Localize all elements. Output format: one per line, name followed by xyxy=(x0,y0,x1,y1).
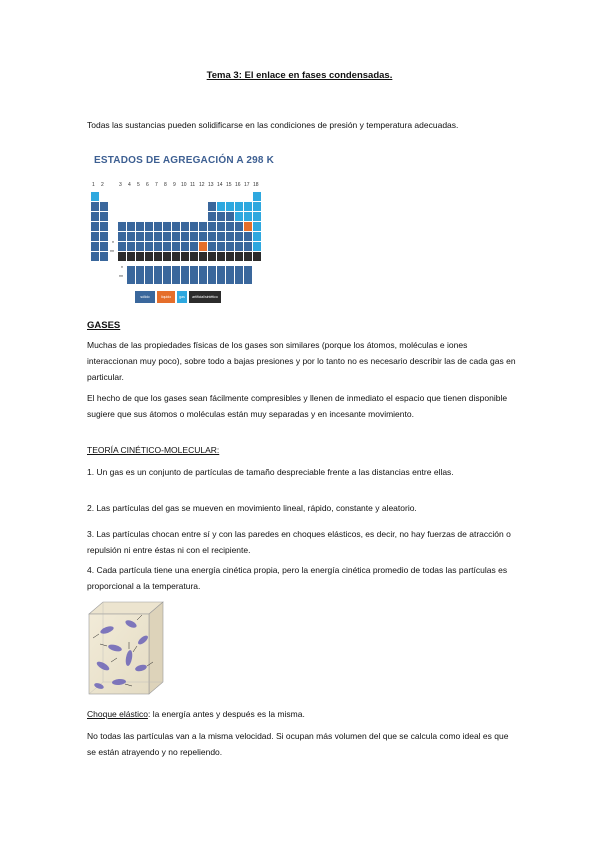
element-cell xyxy=(154,266,162,275)
group-number: 11 xyxy=(190,182,196,188)
element-cell xyxy=(235,252,243,261)
element-cell xyxy=(208,242,216,251)
element-cell xyxy=(208,232,216,241)
element-cell xyxy=(172,242,180,251)
elastic-collision-paragraph xyxy=(87,706,517,722)
element-cell xyxy=(226,222,234,231)
element-cell xyxy=(145,266,153,275)
element-cell xyxy=(118,222,126,231)
element-cell xyxy=(226,252,234,261)
element-cell xyxy=(226,275,234,284)
actinide-mark: ** xyxy=(110,250,114,256)
element-cell xyxy=(154,252,162,261)
element-cell xyxy=(145,232,153,241)
group-number: 15 xyxy=(226,182,232,188)
element-cell xyxy=(253,192,261,201)
element-cell xyxy=(199,252,207,261)
element-cell xyxy=(208,275,216,284)
element-cell xyxy=(118,232,126,241)
element-cell xyxy=(154,242,162,251)
element-cell xyxy=(235,212,243,221)
element-cell xyxy=(253,232,261,241)
element-cell xyxy=(244,232,252,241)
element-cell xyxy=(235,222,243,231)
group-number: 17 xyxy=(244,182,250,188)
element-cell xyxy=(253,212,261,221)
element-cell xyxy=(163,232,171,241)
element-cell xyxy=(154,222,162,231)
element-cell xyxy=(244,275,252,284)
legend-solid: sólido xyxy=(135,291,155,303)
element-cell xyxy=(244,266,252,275)
elastic-collision-term: Choque elástico xyxy=(87,709,148,719)
element-cell xyxy=(127,252,135,261)
element-cell xyxy=(145,275,153,284)
element-cell xyxy=(172,222,180,231)
group-number: 16 xyxy=(235,182,241,188)
group-number: 1 xyxy=(92,182,95,188)
intro-paragraph: Todas las sustancias pueden solidificarse en las condiciones de presión y temperatura adecuadas. xyxy=(87,120,459,130)
element-cell xyxy=(91,222,99,231)
element-cell xyxy=(163,222,171,231)
element-cell xyxy=(91,212,99,221)
group-number: 3 xyxy=(119,182,122,188)
figure-title: ESTADOS DE AGREGACIÓN A 298 K xyxy=(94,155,275,166)
element-cell xyxy=(235,275,243,284)
legend-synthetic: artificial/sintético xyxy=(189,291,221,303)
element-cell xyxy=(91,192,99,201)
group-number: 10 xyxy=(181,182,187,188)
element-cell xyxy=(181,242,189,251)
element-cell xyxy=(190,266,198,275)
element-cell xyxy=(181,266,189,275)
element-cell xyxy=(172,252,180,261)
element-cell xyxy=(91,202,99,211)
element-cell xyxy=(208,212,216,221)
element-cell xyxy=(226,232,234,241)
element-cell xyxy=(190,252,198,261)
element-cell xyxy=(118,242,126,251)
element-cell xyxy=(235,232,243,241)
element-cell xyxy=(163,252,171,261)
element-cell xyxy=(199,275,207,284)
element-cell xyxy=(100,202,108,211)
group-number: 4 xyxy=(128,182,131,188)
element-cell xyxy=(91,232,99,241)
elastic-collision-definition: : la energía antes y después es la misma. xyxy=(147,709,305,719)
element-cell xyxy=(136,275,144,284)
element-cell xyxy=(253,202,261,211)
element-cell xyxy=(145,222,153,231)
element-cell xyxy=(127,232,135,241)
element-cell xyxy=(244,212,252,221)
element-cell xyxy=(253,222,261,231)
element-cell xyxy=(199,242,207,251)
element-cell xyxy=(181,232,189,241)
element-cell xyxy=(172,266,180,275)
element-cell xyxy=(253,242,261,251)
element-cell xyxy=(100,252,108,261)
group-number: 6 xyxy=(146,182,149,188)
group-number: 8 xyxy=(164,182,167,188)
element-cell xyxy=(163,266,171,275)
element-cell xyxy=(172,232,180,241)
theory-heading: TEORÍA CINÉTICO-MOLECULAR: xyxy=(87,445,220,455)
periodic-table-figure xyxy=(87,155,277,305)
element-cell xyxy=(190,232,198,241)
group-number: 2 xyxy=(101,182,104,188)
element-cell xyxy=(100,232,108,241)
element-cell xyxy=(217,266,225,275)
lanthanide-mark: * xyxy=(112,241,114,247)
element-cell xyxy=(100,242,108,251)
element-cell xyxy=(91,252,99,261)
element-cell xyxy=(154,275,162,284)
element-cell xyxy=(199,222,207,231)
section-heading-gases: GASES xyxy=(87,320,121,331)
element-cell xyxy=(235,242,243,251)
group-number: 12 xyxy=(199,182,205,188)
element-cell xyxy=(226,212,234,221)
element-cell xyxy=(253,252,261,261)
element-cell xyxy=(226,202,234,211)
theory-item-2: 2. Las partículas del gas se mueven en movimiento lineal, rápido, constante y aleatorio. xyxy=(87,503,417,513)
element-cell xyxy=(136,266,144,275)
element-cell xyxy=(145,242,153,251)
element-cell xyxy=(217,252,225,261)
page-title: Tema 3: El enlace en fases condensadas. xyxy=(206,70,393,81)
element-cell xyxy=(235,266,243,275)
legend-gas: gas xyxy=(177,291,187,303)
gases-paragraph-1: Muchas de las propiedades físicas de los gases son similares (porque los átomos, moléculas e iones interaccionan muy poco), sobre todo a bajas presiones y por lo tanto no es necesario describir las de cada gas en particular. xyxy=(87,340,516,382)
element-cell xyxy=(217,212,225,221)
element-cell xyxy=(145,252,153,261)
lanthanide-row-mark: * xyxy=(121,266,123,272)
element-cell xyxy=(244,252,252,261)
element-cell xyxy=(100,222,108,231)
element-cell xyxy=(181,275,189,284)
element-cell xyxy=(217,222,225,231)
element-cell xyxy=(208,266,216,275)
element-cell xyxy=(118,252,126,261)
theory-item-4: 4. Cada partícula tiene una energía cinética propia, pero la energía cinética promedio de todas las partículas es proporcional a la temperatura. xyxy=(87,565,508,591)
element-cell xyxy=(163,242,171,251)
element-cell xyxy=(136,242,144,251)
element-cell xyxy=(199,232,207,241)
element-cell xyxy=(136,222,144,231)
element-cell xyxy=(91,242,99,251)
element-cell xyxy=(217,275,225,284)
element-cell xyxy=(190,242,198,251)
group-number: 5 xyxy=(137,182,140,188)
element-cell xyxy=(190,222,198,231)
element-cell xyxy=(208,252,216,261)
theory-item-1: 1. Un gas es un conjunto de partículas de tamaño despreciable frente a las distancias entre ellas. xyxy=(87,467,454,477)
group-number: 18 xyxy=(253,182,259,188)
element-cell xyxy=(127,242,135,251)
legend-liquid: líquido xyxy=(157,291,175,303)
element-cell xyxy=(154,232,162,241)
element-cell xyxy=(217,202,225,211)
group-number: 13 xyxy=(208,182,214,188)
element-cell xyxy=(181,252,189,261)
element-cell xyxy=(136,232,144,241)
gas-molecules-illustration xyxy=(85,600,165,696)
element-cell xyxy=(244,202,252,211)
element-cell xyxy=(163,275,171,284)
group-number: 7 xyxy=(155,182,158,188)
gases-paragraph-2: El hecho de que los gases sean fácilmente compresibles y llenen de inmediato el espacio que tienen disponible sugiere que sus átomos o moléculas están muy separadas y en incesante movimiento. xyxy=(87,393,508,419)
element-cell xyxy=(190,275,198,284)
element-cell xyxy=(136,252,144,261)
group-number: 14 xyxy=(217,182,223,188)
element-cell xyxy=(217,232,225,241)
theory-item-3: 3. Las partículas chocan entre sí y con las paredes en choques elásticos, es decir, no hay fuerzas de atracción o repulsión ni entre éstas ni con el recipiente. xyxy=(87,529,511,555)
element-cell xyxy=(127,222,135,231)
element-cell xyxy=(208,202,216,211)
element-cell xyxy=(244,222,252,231)
element-cell xyxy=(226,242,234,251)
element-cell xyxy=(217,242,225,251)
group-number: 9 xyxy=(173,182,176,188)
actinide-row-mark: ** xyxy=(119,275,123,281)
element-cell xyxy=(181,222,189,231)
element-cell xyxy=(208,222,216,231)
element-grid xyxy=(87,155,277,305)
element-cell xyxy=(127,266,135,275)
element-cell xyxy=(100,212,108,221)
element-cell xyxy=(172,275,180,284)
element-cell xyxy=(244,242,252,251)
element-cell xyxy=(127,275,135,284)
final-paragraph: No todas las partículas van a la misma velocidad. Si ocupan más volumen del que se calcula como ideal es que se están atrayendo y no repeliendo. xyxy=(87,731,509,757)
element-cell xyxy=(235,202,243,211)
element-cell xyxy=(199,266,207,275)
element-cell xyxy=(226,266,234,275)
